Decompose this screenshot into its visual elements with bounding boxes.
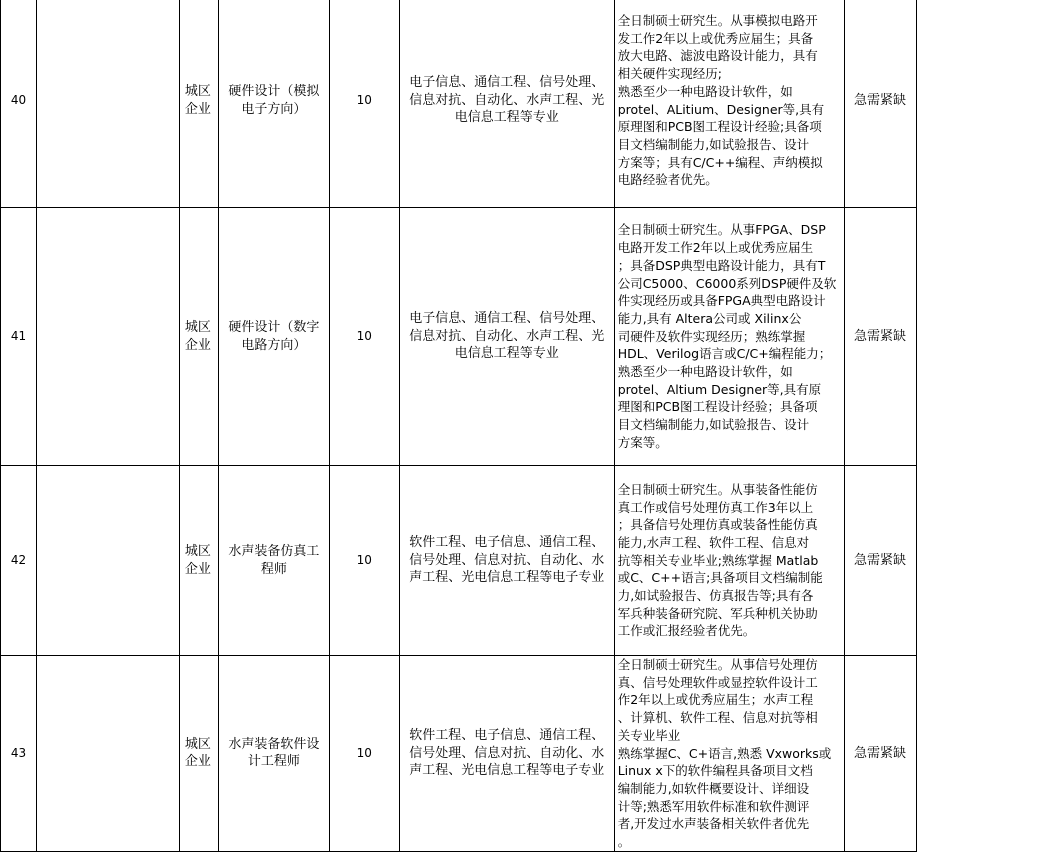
major-requirement-line: 电子信息、通信工程、信号处理、 xyxy=(402,74,612,92)
job-requirements xyxy=(614,656,844,852)
job-requirements-line: protel、Altium Designer等,具有原 xyxy=(618,381,842,399)
job-requirements-line: 、计算机、软件工程、信息对抗等相 xyxy=(618,709,842,727)
table-row xyxy=(1,466,1059,656)
employer-type-line: 城区 xyxy=(185,736,216,754)
job-requirements-line: 作2年以上或优秀应届生；水声工程 xyxy=(618,691,842,709)
job-requirements-line: 放大电路、滤波电路设计能力，具有 xyxy=(618,47,842,65)
major-requirement-line: 电信息工程等专业 xyxy=(402,345,612,363)
job-requirements xyxy=(614,0,844,208)
job-requirements-line: 工作或汇报经验者优先。 xyxy=(618,622,842,640)
table-row xyxy=(1,0,1059,208)
job-requirements-line: 理图和PCB图工程设计经验；具备项 xyxy=(618,398,842,416)
employer-type xyxy=(179,208,218,466)
job-requirements-line: 者,开发过水声装备相关软件者优先 xyxy=(618,815,842,833)
blank-edge-cell xyxy=(916,0,1059,208)
major-requirement-line: 信号处理、信息对抗、自动化、水 xyxy=(402,745,612,763)
major-requirement-line: 信息对抗、自动化、水声工程、光 xyxy=(402,92,612,110)
employer-type xyxy=(179,466,218,656)
job-requirements-line: 司硬件及软件实现经历；熟练掌握 xyxy=(618,328,842,346)
major-requirement-line: 声工程、光电信息工程等电子专业 xyxy=(402,569,612,587)
major-requirement-line: 软件工程、电子信息、通信工程、 xyxy=(402,727,612,745)
position-name-line: 计工程师 xyxy=(221,753,327,771)
major-requirement-line: 电信息工程等专业 xyxy=(402,109,612,127)
job-requirements-line: 能力,具有 Altera公司或 Xilinx公 xyxy=(618,310,842,328)
blank-cell xyxy=(36,466,179,656)
job-requirements-line: 关专业毕业 xyxy=(618,727,842,745)
job-requirements-line: 相关硬件实现经历; xyxy=(618,65,842,83)
employer-type-line: 城区 xyxy=(185,319,216,337)
job-requirements-line: 真工作或信号处理仿真工作3年以上 xyxy=(618,499,842,517)
position-name-line: 硬件设计（模拟 xyxy=(221,83,327,101)
job-requirements-line: HDL、Verilog语言或C/C+编程能力； xyxy=(618,345,842,363)
employer-type-line: 企业 xyxy=(185,337,216,355)
position-name xyxy=(218,656,329,852)
major-requirement-line: 电子信息、通信工程、信号处理、 xyxy=(402,310,612,328)
job-requirements-line: 。 xyxy=(618,833,842,851)
employer-type-line: 城区 xyxy=(185,543,216,561)
position-name-line: 电路方向） xyxy=(221,337,327,355)
row-number: 41 xyxy=(1,208,37,466)
employer-type-line: 企业 xyxy=(185,753,216,771)
major-requirement xyxy=(399,208,614,466)
job-requirements-line: 真、信号处理软件或显控软件设计工 xyxy=(618,674,842,692)
job-requirements-line: 编制能力,如软件概要设计、详细设 xyxy=(618,780,842,798)
job-requirements-line: 电路经验者优先。 xyxy=(618,171,842,189)
job-requirements-line: 能力,水声工程、软件工程、信息对 xyxy=(618,534,842,552)
job-requirements-line: 熟悉至少一种电路设计软件，如 xyxy=(618,83,842,101)
demand-status: 急需紧缺 xyxy=(844,208,916,466)
job-requirements-line: 发工作2年以上或优秀应届生；具备 xyxy=(618,30,842,48)
position-name-line: 水声装备仿真工 xyxy=(221,543,327,561)
employer-type-line: 企业 xyxy=(185,101,216,119)
position-name xyxy=(218,466,329,656)
job-requirements-line: 全日制硕士研究生。从事信号处理仿 xyxy=(618,656,842,674)
position-name xyxy=(218,0,329,208)
job-requirements-line: 方案等；具有C/C++编程、声纳模拟 xyxy=(618,154,842,172)
blank-edge-cell xyxy=(916,208,1059,466)
position-name-line: 电子方向） xyxy=(221,101,327,119)
row-number: 42 xyxy=(1,466,37,656)
demand-status: 急需紧缺 xyxy=(844,0,916,208)
job-requirements xyxy=(614,466,844,656)
job-requirements-line: 方案等。 xyxy=(618,434,842,452)
employer-type-line: 城区 xyxy=(185,83,216,101)
job-requirements xyxy=(614,208,844,466)
job-requirements-line: ；具备信号处理仿真或装备性能仿真 xyxy=(618,516,842,534)
blank-edge-cell xyxy=(916,656,1059,852)
blank-cell xyxy=(36,656,179,852)
employer-type xyxy=(179,0,218,208)
table-row xyxy=(1,656,1059,852)
table-row xyxy=(1,208,1059,466)
position-name-line: 硬件设计（数字 xyxy=(221,319,327,337)
blank-cell xyxy=(36,0,179,208)
job-requirements-line: 全日制硕士研究生。从事装备性能仿 xyxy=(618,481,842,499)
job-requirements-line: 熟练掌握C、C+语言,熟悉 Vxworks或 xyxy=(618,745,842,763)
position-name-line: 水声装备软件设 xyxy=(221,736,327,754)
job-requirements-line: 或C、C++语言;具备项目文档编制能 xyxy=(618,569,842,587)
major-requirement-line: 信号处理、信息对抗、自动化、水 xyxy=(402,552,612,570)
job-requirements-line: 力,如试验报告、仿真报告等;具有各 xyxy=(618,587,842,605)
job-requirements-line: 军兵种装备研究院、军兵种机关协助 xyxy=(618,605,842,623)
row-number: 43 xyxy=(1,656,37,852)
job-requirements-line: Linux x下的软件编程具备项目文档 xyxy=(618,762,842,780)
major-requirement-line: 声工程、光电信息工程等电子专业 xyxy=(402,762,612,780)
blank-edge-cell xyxy=(916,466,1059,656)
demand-status: 急需紧缺 xyxy=(844,466,916,656)
major-requirement-line: 软件工程、电子信息、通信工程、 xyxy=(402,534,612,552)
job-requirements-line: ；具备DSP典型电路设计能力，具有T xyxy=(618,257,842,275)
job-requirements-line: 目文档编制能力,如试验报告、设计 xyxy=(618,416,842,434)
headcount: 10 xyxy=(329,466,399,656)
position-name-line: 程师 xyxy=(221,561,327,579)
major-requirement xyxy=(399,0,614,208)
job-requirements-line: 全日制硕士研究生。从事FPGA、DSP xyxy=(618,221,842,239)
job-requirements-line: 原理图和PCB图工程设计经验;具备项 xyxy=(618,118,842,136)
job-requirements-line: 熟悉至少一种电路设计软件，如 xyxy=(618,363,842,381)
employer-type xyxy=(179,656,218,852)
major-requirement xyxy=(399,466,614,656)
headcount: 10 xyxy=(329,656,399,852)
position-name xyxy=(218,208,329,466)
job-requirements-line: 全日制硕士研究生。从事模拟电路开 xyxy=(618,12,842,30)
job-requirements-line: 目文档编制能力,如试验报告、设计 xyxy=(618,136,842,154)
blank-cell xyxy=(36,208,179,466)
demand-status: 急需紧缺 xyxy=(844,656,916,852)
employer-type-line: 企业 xyxy=(185,561,216,579)
row-number: 40 xyxy=(1,0,37,208)
major-requirement-line: 信息对抗、自动化、水声工程、光 xyxy=(402,328,612,346)
headcount: 10 xyxy=(329,0,399,208)
job-requirements-line: protel、ALitium、Designer等,具有 xyxy=(618,101,842,119)
job-requirements-line: 抗等相关专业毕业;熟练掌握 Matlab xyxy=(618,552,842,570)
job-requirements-line: 电路开发工作2年以上或优秀应届生 xyxy=(618,239,842,257)
job-requirements-line: 计等;熟悉军用软件标准和软件测评 xyxy=(618,798,842,816)
headcount: 10 xyxy=(329,208,399,466)
major-requirement xyxy=(399,656,614,852)
job-requirements-line: 公司C5000、C6000系列DSP硬件及软 xyxy=(618,275,842,293)
job-requirements-line: 件实现经历或具备FPGA典型电路设计 xyxy=(618,292,842,310)
